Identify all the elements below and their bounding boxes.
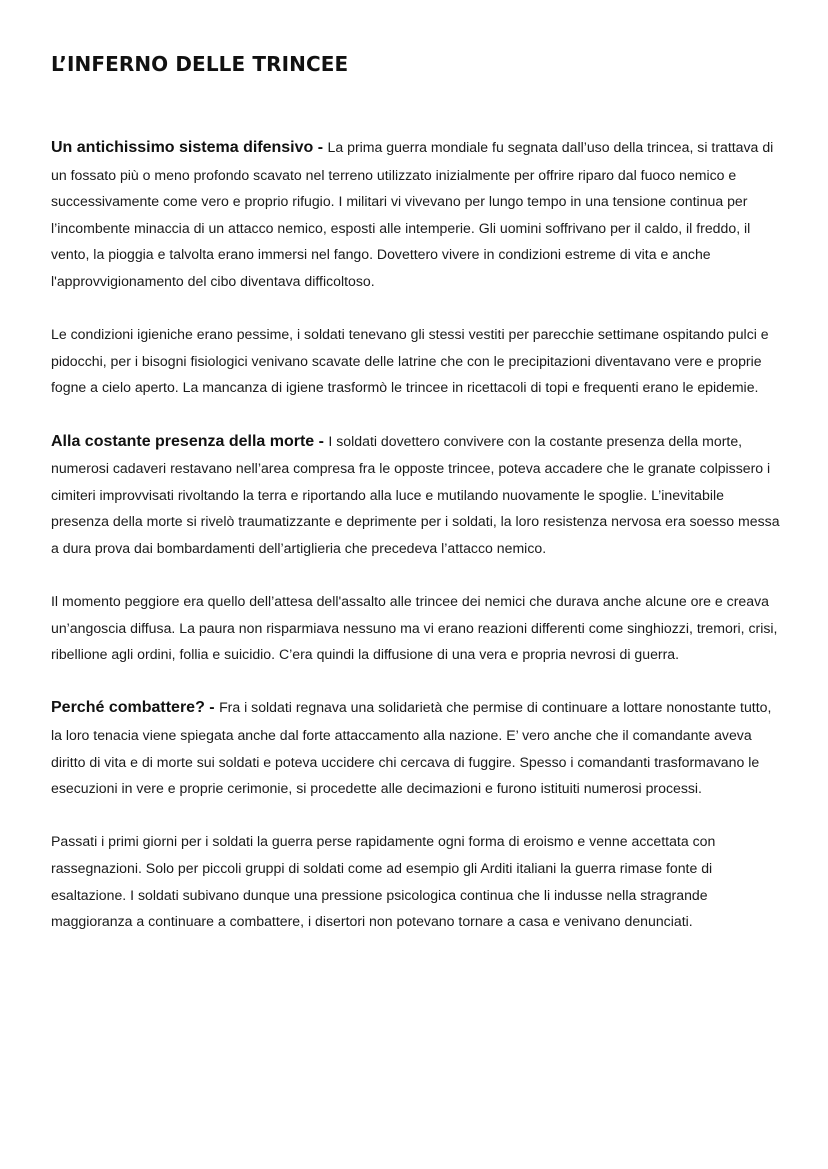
paragraph-text: La prima guerra mondiale fu segnata dall’uso della trincea, si trattava di un fossato più o meno profondo scavato nel terreno utilizzato inizialmente per offrire riparo dal fuoco nemico e successivamente come vero e proprio rifugio. I militari vi vivevano per lungo tempo in una tensione continua per l’incombente minaccia di un attacco nemico, esposti alle intemperie. Gli uomini soffrivano per il caldo, il freddo, il vento, la pioggia e talvolta erano immersi nel fango. Dovettero vivere in condizioni estreme di vita e anche l'approvvigionamento del cibo diventava difficoltoso.: [51, 139, 774, 289]
section-heading-why-fight: Perché combattere? -: [51, 699, 220, 717]
document-title: L’INFERNO DELLE TRINCEE: [51, 52, 349, 76]
paragraph-text: Fra i soldati regnava una solidarietà che permise di continuare a lottare nonostante tutto, la loro tenacia viene spiegata anche dal forte attaccamento alla nazione. E’ vero anche che il comandante aveva diritto di vita e di morte sui soldati e poteva uccidere chi cercava di fuggire. Spesso i comandanti trasformavano le esecuzioni in vere e proprie cerimonie, si procedette alle decimazioni e furono istituiti numerosi processi.: [51, 699, 772, 797]
paragraph-defensive-system: [51, 134, 784, 295]
section-heading-presence-of-death: Alla costante presenza della morte -: [51, 432, 329, 450]
paragraph-resignation: [51, 828, 784, 934]
paragraph-text: I soldati dovettero convivere con la costante presenza della morte, numerosi cadaveri restavano nell’area compresa fra le opposte trincee, poteva accadere che le granate colpissero i cimiteri improvvisati rivoltando la terra e riportando alla luce e mutilando nuovamente le spoglie. L’inevitabile presenza della morte si rivelò traumatizzante e deprimente per i soldati, la loro resistenza nervosa era soesso messa a dura prova dai bombardamenti dell’artiglieria che precedeva l’attacco nemico.: [51, 432, 780, 556]
paragraph-text: Le condizioni igieniche erano pessime, i soldati tenevano gli stessi vestiti per parecchie settimane ospitando pulci e pidocchi, per i bisogni fisiologici venivano scavate delle latrine che con le precipitazioni diventavano vere e proprie fogne a cielo aperto. La mancanza di igiene trasformò le trincee in ricettacoli di topi e frequenti erano le epidemie.: [51, 326, 769, 396]
paragraph-why-fight: [51, 694, 784, 801]
paragraph-text: Passati i primi giorni per i soldati la guerra perse rapidamente ogni forma di eroismo e venne accettata con rassegnazioni. Solo per piccoli gruppi di soldati come ad esempio gli Arditi italiani la guerra rimase fonte di esaltazione. I soldati subivano dunque una pressione psicologica continua che li indusse nella stragrande maggioranza a continuare a combattere, i disertori non potevano tornare a casa e venivano denunciati.: [51, 833, 716, 930]
paragraph-text: Il momento peggiore era quello dell’attesa dell'assalto alle trincee dei nemici che durava anche alcune ore e creava un’angoscia diffusa. La paura non risparmiava nessuno ma vi erano reazioni differenti come singhiozzi, tremori, crisi, ribellione agli ordini, follia e suicidio. C’era quindi la diffusione di una vera e propria nevrosi di guerra.: [51, 593, 778, 663]
document-body: [51, 134, 784, 935]
paragraph-presence-of-death: [51, 428, 784, 562]
paragraph-hygiene: [51, 321, 784, 401]
section-heading-defensive-system: Un antichissimo sistema difensivo -: [51, 139, 328, 156]
paragraph-waiting-assault: [51, 588, 784, 668]
